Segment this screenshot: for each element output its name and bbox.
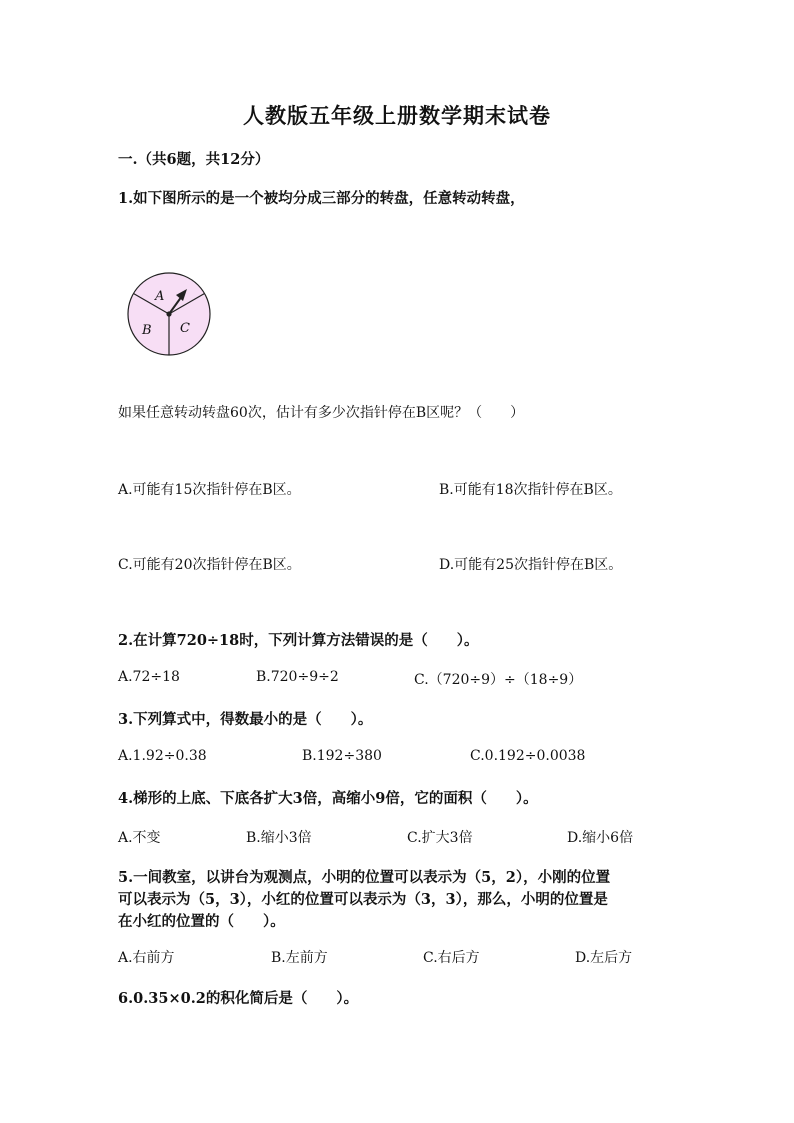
spinner-label-b: B [142,323,152,338]
q6-stem: 6.0.35×0.2的积化简后是（ ）。 [118,990,359,1007]
q5-option-d[interactable]: D.左后方 [575,950,633,966]
spinner-label-c: C [180,321,190,336]
q1-option-b[interactable]: B.可能有18次指针停在B区。 [439,482,622,498]
q1-option-d[interactable]: D.可能有25次指针停在B区。 [439,557,623,573]
q2-option-b[interactable]: B.720÷9÷2 [256,669,339,685]
q5-option-a[interactable]: A.右前方 [118,950,175,966]
q5-option-b[interactable]: B.左前方 [271,950,328,966]
q2-option-a[interactable]: A.72÷18 [118,669,180,685]
q4-option-c[interactable]: C.扩大3倍 [407,830,473,846]
q1-question: 如果任意转动转盘60次，估计有多少次指针停在B区呢？（ ） [118,405,525,421]
q5-stem-line-3: 在小红的位置的（ ）。 [118,913,285,930]
q4-option-d[interactable]: D.缩小6倍 [567,830,634,846]
q1-option-c[interactable]: C.可能有20次指针停在B区。 [118,557,301,573]
q3-option-a[interactable]: A.1.92÷0.38 [118,748,207,764]
spinner-center [166,311,171,316]
page-title: 人教版五年级上册数学期末试卷 [243,103,551,128]
q5-stem-line-1: 5.一间教室，以讲台为观测点，小明的位置可以表示为（5，2），小刚的位置 [118,869,611,886]
q2-option-c[interactable]: C.（720÷9）÷（18÷9） [414,672,583,688]
q5-option-c[interactable]: C.右后方 [423,950,480,966]
q4-option-b[interactable]: B.缩小3倍 [246,830,312,846]
q2-stem: 2.在计算720÷18时，下列计算方法错误的是（ ）。 [118,632,479,649]
q3-option-b[interactable]: B.192÷380 [302,748,382,764]
q4-stem: 4.梯形的上底、下底各扩大3倍，高缩小9倍，它的面积（ ）。 [118,790,538,807]
spinner-label-a: A [155,289,165,304]
section-heading: 一.（共6题，共12分） [118,151,270,168]
q4-option-a[interactable]: A.不变 [118,830,161,846]
q3-option-c[interactable]: C.0.192÷0.0038 [470,748,586,764]
q3-stem: 3.下列算式中，得数最小的是（ ）。 [118,711,373,728]
q1-option-a[interactable]: A.可能有15次指针停在B区。 [118,482,301,498]
q5-stem-line-2: 可以表示为（5，3），小红的位置可以表示为（3，3），那么，小明的位置是 [118,891,608,908]
q1-stem: 1.如下图所示的是一个被均分成三部分的转盘，任意转动转盘， [118,190,525,207]
spinner-figure [124,270,216,362]
